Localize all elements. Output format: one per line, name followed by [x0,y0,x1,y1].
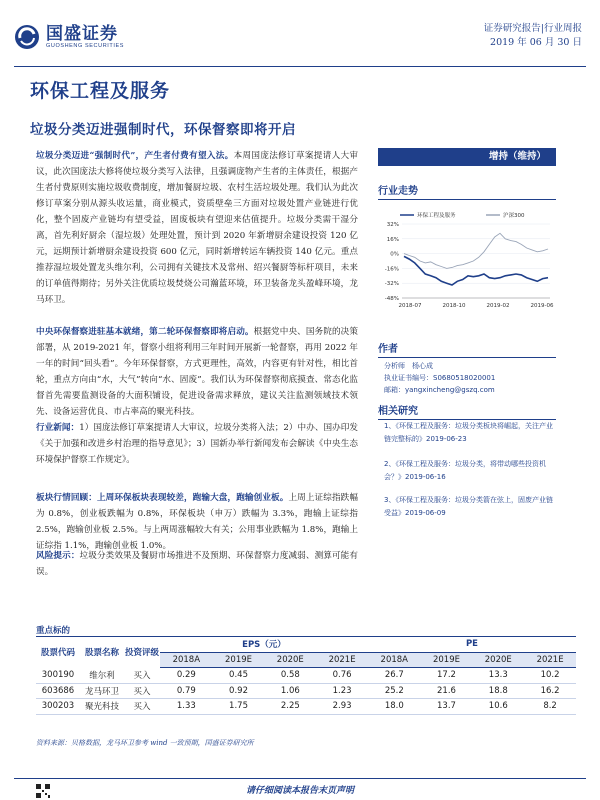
legend-label-b: 沪深300 [503,213,525,219]
report-date: 2019 年 06 月 30 日 [490,37,582,48]
footer-divider [14,778,586,779]
header-name: 股票名称 [84,648,119,659]
related-item[interactable]: 1、《环保工程及服务：垃圾分类板块将崛起，关注产业链完整标的》2019-06-23 [384,422,553,443]
header-divider [14,66,586,67]
report-type: 证券研究报告|行业周报 [483,23,582,34]
value-cell: 26.7 [384,670,404,681]
header-eps: EPS（元） [160,637,368,653]
table-row [36,699,576,715]
paragraph-lead: 垃圾分类迈进“强制时代”，产生者付费有望入法。 [36,151,234,161]
value-cell: 13.7 [437,701,456,712]
value-cell: 1.23 [332,685,352,696]
value-cell: 0.29 [176,670,196,681]
author-title: 作者 [378,340,556,358]
paragraph-text: 上周上证综指跌幅为 0.8%，创业板跌幅为 0.8%，环保板块（申万）跌幅为 3.3%，跑输上证综指 2.5%，跑输创业板 2.5%。与上两周涨幅较大有关；公用事业跌幅为 1.8%，跑输上证综指 1.1%，跑输创业板 1.0%。 [36,493,358,551]
chart-lines [404,233,548,285]
legend-label-a: 环保工程及服务 [417,213,456,219]
paragraph-text: 根据党中央、国务院的决策部署，从 2019-2021 年，督察小组将利用三年时间开展新一轮督察，再用 2022 年一年的时间“回头看”。今年环保督察，方式更理性，高效，内容更有针对性，相比首轮，重点方向由“水，大气”转向“水、固废”。我们认为环保督察彻底摸查、常态化监督首先需要监测设备的大面积铺设，促进设备需求释放，建议关注监测领域技术领先、设备运营优良、市占率高的聚光科技。 [36,327,358,417]
y-axis [385,222,550,302]
related-title: 相关研究 [378,402,556,420]
stock-rating: 买入 [133,671,151,681]
value-cell: 18.0 [384,701,404,712]
x-tick-label: 2018-07 [398,303,422,309]
year-header: 2019E [421,652,473,668]
analyst-name: 分析师 杨心成 [384,362,433,370]
header-meta [484,22,582,50]
value-cell: 8.2 [543,701,557,712]
paragraph-lead: 中央环保督察进驻基本就绪，第二轮环保督察即将启动。 [36,327,254,337]
stocks-table [36,636,576,715]
x-axis [399,298,554,309]
report-headline: 垃圾分类迈进强制时代，环保督察即将开启 [30,122,296,138]
value-cell: 0.76 [332,670,352,681]
y-tick-label: 16% [386,236,399,243]
table-row [36,683,576,699]
footer-disclaimer: 请仔细阅读本报告末页声明 [245,786,354,796]
logo-mark-icon [14,24,40,50]
logo-text: 国盛证券 [46,24,118,44]
header-pe: PE [368,637,576,653]
year-header: 2018A [368,652,421,668]
value-cell: 17.2 [437,670,456,681]
year-header: 2020E [264,652,316,668]
logo-subtext: GUOSHENG SECURITIES [46,43,125,49]
paragraph-market-review [36,490,358,554]
stock-name: 聚光科技 [84,702,119,713]
stock-code: 603686 [41,685,75,696]
year-header: 2021E [524,652,576,668]
year-header: 2018A [160,652,213,668]
trend-title: 行业走势 [378,182,556,200]
chart-legend [400,211,525,219]
stock-name: 龙马环卫 [84,686,119,697]
value-cell: 1.33 [176,701,196,712]
value-cell: 1.06 [280,685,300,696]
paragraph-text: 本周国庞法修订草案提请人大审议，此次国庞法大修将使垃圾分类写入法律，且强调庞物产生者的主体责任，根据产生者付费原则实施垃圾收费制度，增加餐厨垃圾、农村生活垃圾处理。我们认为此次修订草案分别从源头收运量，商业模式，资质壁垒三方面对垃圾处置产业链进行优化，整个固废产业链均有望受益，固废板块有望迎来估值提升。垃圾分类需干湿分离，首先利好厨余（湿垃圾）处理处置，预计到 2020 年新增厨余建设投资 120 亿元，远期预计新增厨余建设投资 600 亿元，同时新增转运车辆投资 140 亿元。重点推荐湿垃圾处置龙头维尔利，公司拥有关键技术及常州、绍兴餐厨等标杆项目，未来的订单值得期待；另外关注优质垃圾焚烧公司瀚蓝环境，环卫装备龙头盈峰环境，龙马环卫。 [36,151,358,305]
value-cell: 10.2 [540,670,560,681]
value-cell: 2.93 [332,701,352,712]
value-cell: 1.75 [229,701,248,712]
y-tick-label: -48% [384,296,399,302]
value-cell: 25.2 [384,685,404,696]
paragraph-garbage-sorting [36,148,358,308]
author-info [384,360,556,396]
related-item[interactable]: 2、《环保工程及服务：垃圾分类，将带动哪些投资机会？》2019-06-16 [384,460,546,481]
paragraph-risk [36,548,358,580]
paragraph-text: 1）国庞法修订草案提请人大审议，垃圾分类将入法；2）中办、国办印发《关于加强和改进乡村治理的指导意见》；3）国新办举行新闻发布会解读《中央生态环境保护督察工作规定》。 [36,423,358,465]
paragraph-news [36,420,358,468]
value-cell: 0.79 [176,685,196,696]
trend-chart [378,206,556,316]
sector-title: 环保工程及服务 [30,80,171,102]
paragraph-lead: 行业新闻： [36,423,80,433]
paragraph-text: 垃圾分类效果及餐厨市场推进不及预期、环保督察力度减弱、测算可能有误。 [36,551,358,577]
value-cell: 10.6 [488,701,508,712]
x-tick-label: 2018-10 [442,303,466,309]
analyst-cert: 执业证书编号：S0680518020001 [384,374,496,382]
stock-code: 300190 [41,670,75,680]
value-cell: 0.45 [229,670,248,681]
related-item[interactable]: 3、《环保工程及服务：垃圾分类箭在弦上，固废产业链受益》2019-06-09 [384,496,553,517]
company-logo [14,22,164,52]
series-line-env [404,256,548,285]
table-row [36,668,576,684]
y-tick-label: 32% [386,222,399,228]
stock-rating: 买入 [133,702,151,713]
value-cell: 13.3 [488,670,508,681]
x-tick-label: 2019-06 [530,303,554,309]
rating-badge: 增持（维持） [378,148,556,166]
stock-name: 维尔利 [89,671,115,681]
year-header: 2021E [316,652,368,668]
paragraph-lead: 板块行情回顾： [36,493,97,503]
value-cell: 18.8 [488,685,508,696]
analyst-email[interactable]: 邮箱：yangxincheng@gszq.com [384,386,495,394]
x-tick-label: 2019-02 [486,303,510,309]
value-cell: 0.92 [229,685,248,696]
stock-rating: 买入 [133,686,151,697]
paragraph-lead-2: 上周环保板块表现较差，跑输大盘，跑输创业板。 [96,493,289,503]
y-tick-label: -32% [384,281,399,288]
paragraph-lead: 风险提示： [36,551,80,561]
header-rating: 投资评级 [124,648,159,659]
paragraph-inspection [36,324,358,420]
value-cell: 0.58 [280,670,300,681]
year-header: 2019E [213,652,265,668]
header-code: 股票代码 [40,648,75,659]
y-tick-label: -16% [384,266,399,273]
stock-code: 300203 [41,701,75,712]
value-cell: 21.6 [437,685,456,696]
value-cell: 16.2 [540,685,560,696]
year-header: 2020E [472,652,524,668]
data-source-note: 资料来源：贝格数据，龙马环卫参考 wind 一致预期，国盛证券研究所 [36,739,254,747]
stocks-label: 重点标的 [36,626,71,636]
value-cell: 2.25 [280,701,300,712]
y-tick-label: 0% [390,251,399,258]
